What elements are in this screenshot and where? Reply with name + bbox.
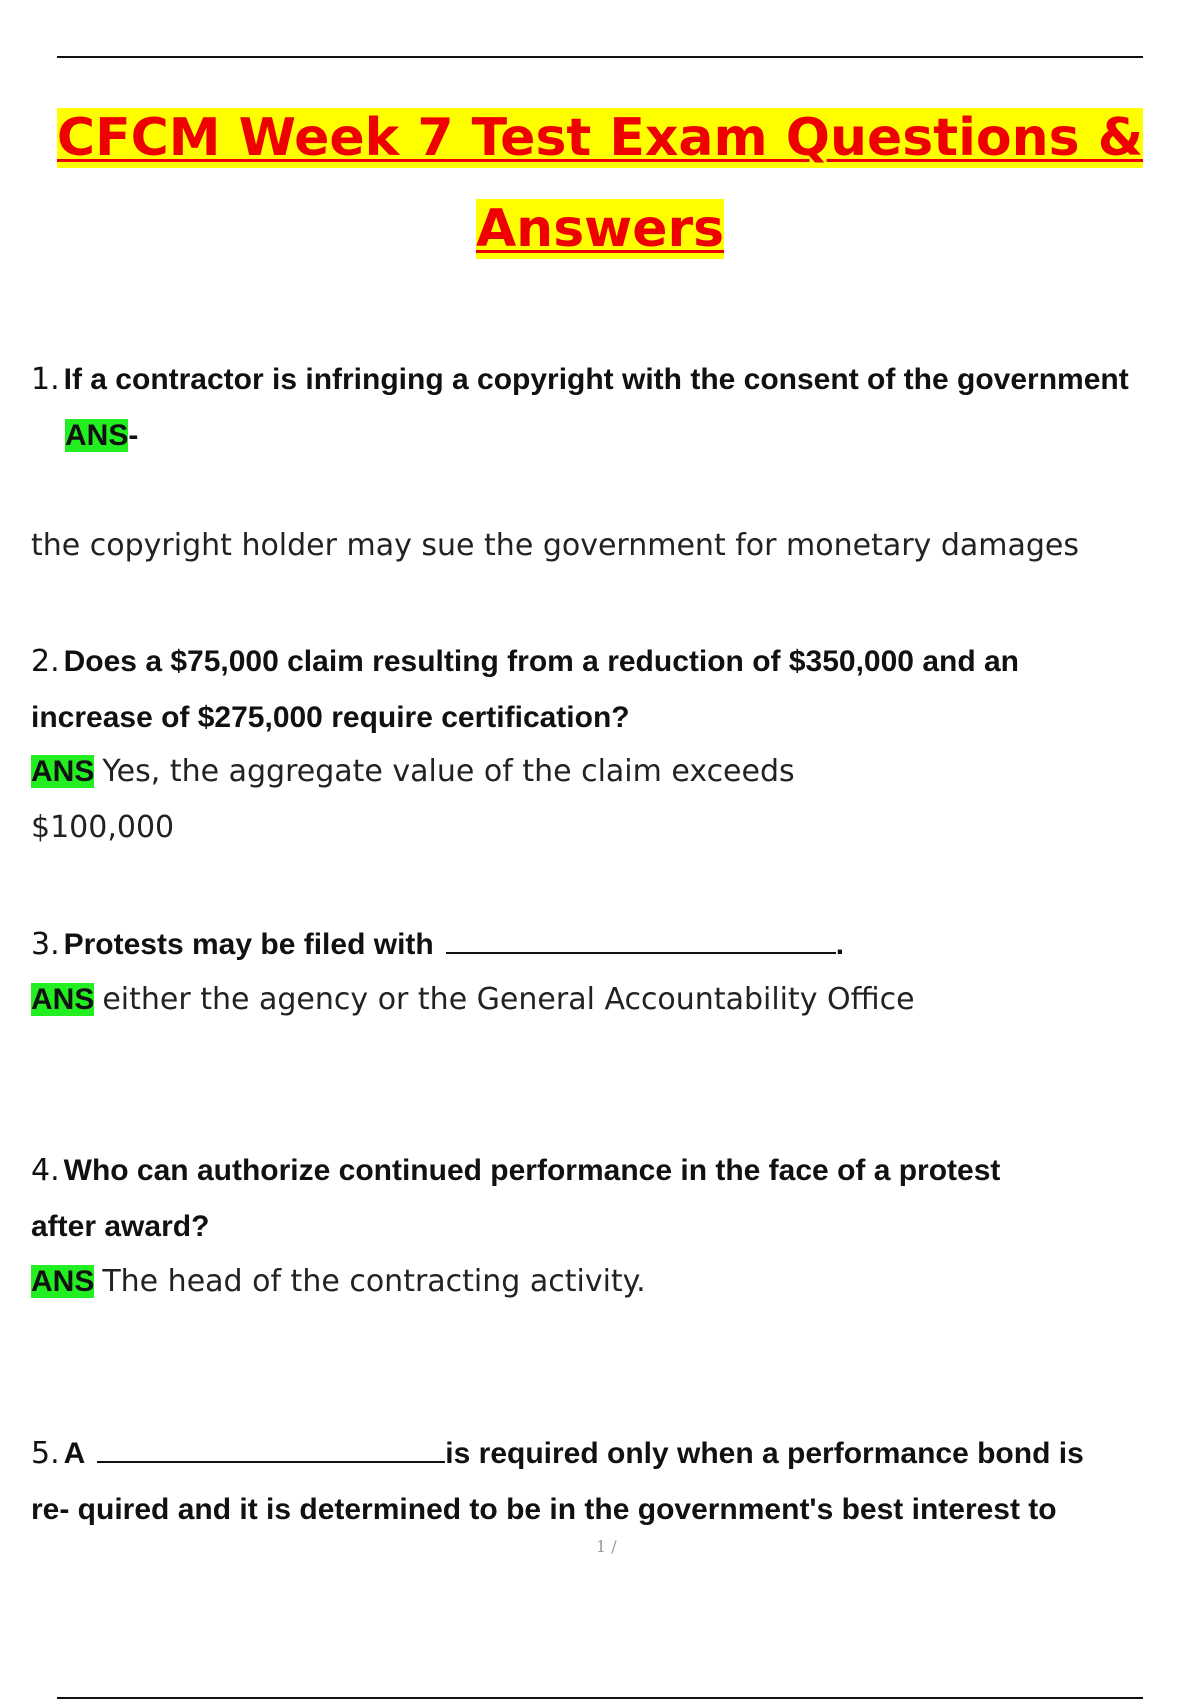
question-2 — [31, 644, 1019, 679]
question-text: Who can authorize continued performance in the face of a protest — [63, 1154, 1001, 1187]
document-title-line-1: CFCM Week 7 Test Exam Questions & — [56, 108, 1144, 168]
question-number: 4. — [31, 1153, 60, 1188]
answer-text: Yes, the aggregate value of the claim exceeds — [102, 754, 795, 789]
question-5 — [31, 1436, 1084, 1471]
fill-in-blank — [97, 1441, 445, 1463]
question-text: Protests may be filed with — [63, 928, 434, 961]
ans-label: ANS — [31, 983, 95, 1016]
page-number: 1 / — [596, 1537, 617, 1556]
answer-label-row-1 — [65, 421, 138, 451]
question-number: 3. — [31, 927, 60, 962]
question-4 — [31, 1153, 1001, 1188]
answer-2-line-2: $100,000 — [31, 810, 175, 845]
answer-3 — [31, 982, 915, 1017]
question-text: Does a $75,000 claim resulting from a reduction of $350,000 and an — [63, 645, 1019, 678]
question-number: 5. — [31, 1436, 60, 1471]
fill-in-blank — [446, 932, 836, 954]
question-number: 1. — [31, 362, 60, 397]
document-title-line-2: Answers — [475, 199, 725, 259]
question-start: A — [63, 1437, 86, 1470]
answer-2 — [31, 754, 795, 789]
answer-1: the copyright holder may sue the government for monetary damages — [31, 528, 1080, 563]
top-rule — [57, 56, 1143, 58]
question-2-line-2: increase of $275,000 require certification? — [31, 701, 630, 734]
question-end: . — [835, 928, 845, 961]
question-3 — [31, 927, 845, 962]
question-4-line-2: after award? — [31, 1210, 210, 1243]
bottom-rule — [57, 1697, 1143, 1699]
question-text: If a contractor is infringing a copyright with the consent of the government — [63, 363, 1129, 396]
question-1 — [31, 362, 1129, 397]
answer-text: either the agency or the General Accountability Office — [102, 982, 915, 1017]
question-5-line-2: re- quired and it is determined to be in the government's best interest to — [31, 1493, 1057, 1526]
answer-4 — [31, 1264, 646, 1299]
question-number: 2. — [31, 644, 60, 679]
ans-label: ANS — [65, 419, 129, 452]
question-text: is required only when a performance bond is — [445, 1437, 1084, 1470]
ans-label: ANS — [31, 1265, 95, 1298]
ans-suffix: - — [128, 419, 139, 452]
ans-label: ANS — [31, 755, 95, 788]
answer-text: The head of the contracting activity. — [102, 1264, 646, 1299]
